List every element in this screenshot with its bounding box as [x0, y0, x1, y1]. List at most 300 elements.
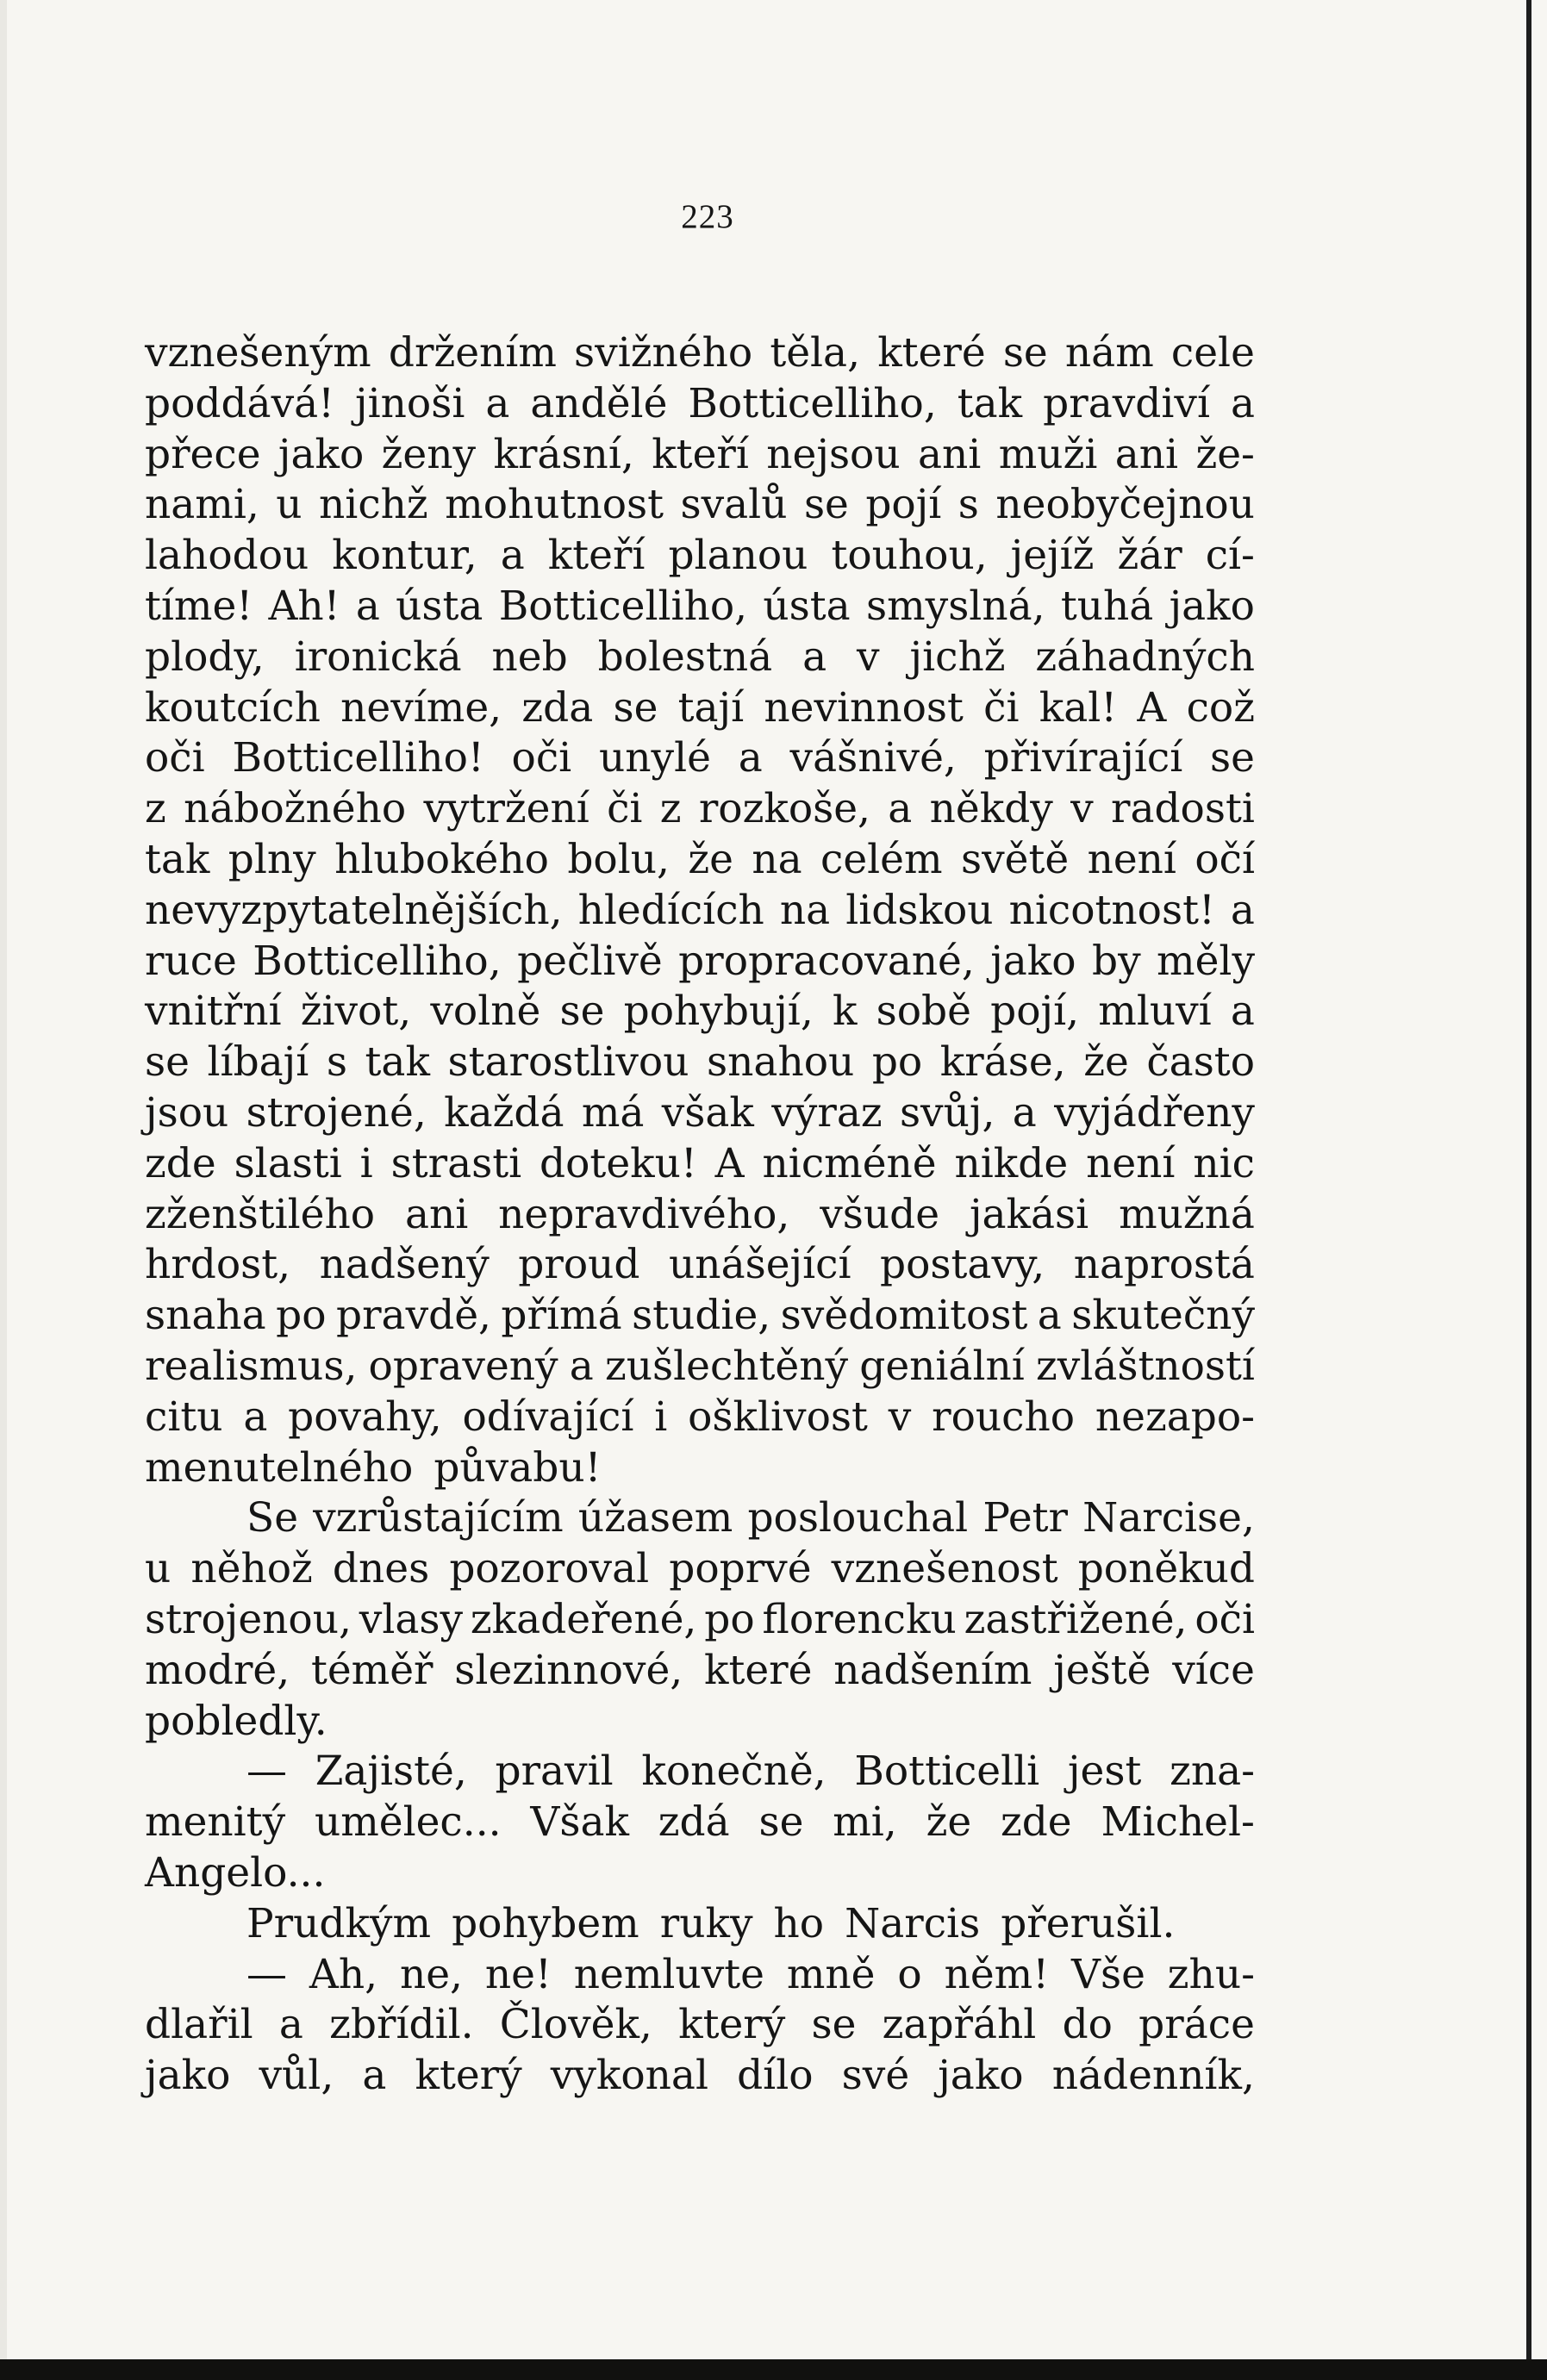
- word: žár: [1117, 532, 1182, 580]
- word: nádenník,: [1051, 2052, 1255, 2100]
- word: citu: [145, 1392, 223, 1441]
- text-line: [145, 2000, 1255, 2051]
- word: jest: [1067, 1748, 1142, 1796]
- word: na: [752, 835, 802, 883]
- word: starostlivou: [447, 1038, 689, 1087]
- paragraph-end-line: [145, 1443, 1255, 1494]
- word: zbřídil.: [329, 2001, 474, 2049]
- text-line: [145, 1342, 1255, 1392]
- text-line: [145, 1139, 1255, 1190]
- word: pohybem: [452, 1899, 639, 1947]
- text-line: [145, 1595, 1255, 1646]
- word: se: [1002, 329, 1048, 377]
- word: kal!: [1039, 683, 1118, 732]
- word: nezapo-: [1095, 1392, 1255, 1441]
- word: pozoroval: [449, 1545, 650, 1593]
- word: odívající: [462, 1392, 634, 1441]
- word: Botticelli: [854, 1748, 1040, 1796]
- word: vykonal: [550, 2052, 708, 2100]
- word: u: [276, 481, 303, 529]
- text-line: [145, 835, 1255, 886]
- text-line: [145, 937, 1255, 988]
- word: lahodou: [145, 532, 309, 580]
- word: vášnivé,: [789, 734, 957, 782]
- word: ho: [773, 1899, 825, 1947]
- word: práce: [1138, 2001, 1255, 2049]
- word: jako: [278, 430, 365, 478]
- word: zde: [145, 1139, 216, 1187]
- word: nichž: [319, 481, 428, 529]
- word: jejíž: [1010, 532, 1095, 580]
- word: často: [1146, 1038, 1255, 1087]
- word: neobyčejnou: [995, 481, 1255, 529]
- word: ruky: [659, 1899, 753, 1947]
- word: pojí: [865, 481, 942, 529]
- word: i: [359, 1139, 373, 1187]
- word: pravil: [495, 1748, 614, 1796]
- word: do: [1062, 2001, 1113, 2049]
- word: konečně,: [641, 1748, 827, 1796]
- text-line: [145, 1291, 1255, 1342]
- word: očí: [1195, 835, 1255, 883]
- word: Angelo...: [145, 1848, 326, 1897]
- word: Petr: [982, 1494, 1068, 1542]
- word: —: [246, 1748, 287, 1796]
- word: zušlechtěný: [604, 1342, 849, 1390]
- word: ošklivost: [688, 1392, 868, 1441]
- word: svalů: [680, 481, 788, 529]
- word: mužná: [1119, 1190, 1255, 1238]
- word: ústa: [396, 582, 483, 630]
- word: na: [779, 886, 831, 934]
- word: nikde: [954, 1139, 1069, 1187]
- word: Ah,: [309, 1950, 378, 1998]
- word: neb: [491, 632, 568, 681]
- word: poněkud: [1077, 1545, 1255, 1593]
- word: Narcis: [845, 1899, 981, 1947]
- text-line: [145, 1037, 1255, 1088]
- word: líbají: [207, 1038, 309, 1087]
- word: své: [841, 2052, 910, 2100]
- word: ještě: [1053, 1646, 1151, 1694]
- word: postavy,: [880, 1241, 1045, 1289]
- bottom-scan-border: [0, 2359, 1547, 2380]
- word: u: [145, 1545, 172, 1593]
- word: ruce: [145, 937, 237, 985]
- word: ne,: [399, 1950, 463, 1998]
- word: vzrůstajícím: [313, 1494, 564, 1542]
- word: jichž: [909, 632, 1006, 681]
- word: a: [1012, 1088, 1037, 1137]
- word: A: [1137, 683, 1167, 732]
- word: s: [958, 481, 979, 529]
- word: Prudkým: [246, 1899, 432, 1947]
- word: který: [678, 2001, 786, 2049]
- word: se: [559, 988, 605, 1036]
- word: smyslná,: [865, 582, 1045, 630]
- word: vyjádřeny: [1054, 1088, 1255, 1137]
- word: povahy,: [288, 1392, 442, 1441]
- word: poslouchal: [747, 1494, 969, 1542]
- word: ironická: [294, 632, 462, 681]
- word: jako: [990, 937, 1076, 985]
- paragraph-end-line: [145, 1697, 1255, 1748]
- word: vlasy: [359, 1595, 464, 1643]
- word: vznešeným: [145, 329, 371, 377]
- word: umělec...: [314, 1798, 502, 1847]
- word: celém: [820, 835, 943, 883]
- word: volně: [430, 988, 541, 1036]
- word: a: [1230, 988, 1255, 1036]
- word: touhou,: [831, 532, 988, 580]
- text-line: [145, 379, 1255, 430]
- word: po: [704, 1595, 755, 1643]
- word: a: [278, 2001, 303, 2049]
- word: nevíme,: [340, 683, 502, 732]
- word: dnes: [332, 1545, 430, 1593]
- word: nám: [1064, 329, 1154, 377]
- word: plody,: [145, 632, 265, 681]
- word: není: [1087, 835, 1176, 883]
- dialogue-line: [145, 1747, 1255, 1797]
- word: zhu-: [1167, 1950, 1255, 1998]
- word: z: [145, 785, 166, 833]
- word: svižného: [574, 329, 753, 377]
- word: které: [703, 1646, 813, 1694]
- dialogue-line: [145, 1950, 1255, 2001]
- text-line: [145, 1797, 1255, 1848]
- word: zna-: [1170, 1748, 1255, 1796]
- word: vůl,: [259, 2052, 334, 2100]
- word: nicméně: [762, 1139, 937, 1187]
- word: snahou: [707, 1038, 855, 1087]
- word: menitý: [145, 1798, 286, 1847]
- text-line: [145, 784, 1255, 835]
- word: že: [926, 1798, 972, 1847]
- word: a: [888, 785, 913, 833]
- word: pojí,: [990, 988, 1080, 1036]
- word: záhadných: [1035, 632, 1255, 681]
- word: planou: [668, 532, 808, 580]
- word: nábožného: [184, 785, 407, 833]
- word: pečlivě: [517, 937, 663, 985]
- word: přivírající: [983, 734, 1183, 782]
- word: andělé: [530, 379, 668, 427]
- word: tak: [145, 835, 210, 883]
- text-line: [145, 531, 1255, 582]
- word: se: [803, 481, 849, 529]
- word: o: [897, 1950, 922, 1998]
- word: unylé: [598, 734, 711, 782]
- word: nepravdivého,: [498, 1190, 790, 1238]
- word: mluví: [1098, 988, 1212, 1036]
- word: slezinnové,: [454, 1646, 683, 1694]
- word: a: [500, 532, 525, 580]
- word: výraz: [771, 1088, 883, 1137]
- word: těla,: [770, 329, 861, 377]
- word: se: [811, 2001, 857, 2049]
- word: cele: [1170, 329, 1255, 377]
- word: hrdost,: [145, 1241, 291, 1289]
- word: Narcise,: [1082, 1494, 1255, 1542]
- word: v: [888, 1392, 912, 1441]
- word: zženštilého: [145, 1190, 376, 1238]
- word: i: [654, 1392, 668, 1441]
- word: ústa: [763, 582, 851, 630]
- word: muži: [998, 430, 1098, 478]
- word: ženy: [381, 430, 477, 478]
- text-line: [145, 683, 1255, 734]
- word: po: [276, 1292, 327, 1340]
- word: slasti: [234, 1139, 342, 1187]
- word: roucho: [932, 1392, 1076, 1441]
- word: Však: [530, 1798, 629, 1847]
- word: studie,: [632, 1292, 771, 1340]
- word: vnitřní: [145, 988, 282, 1036]
- word: nicotnost!: [1008, 886, 1215, 934]
- word: sobě: [876, 988, 971, 1036]
- word: tíme!: [145, 582, 253, 630]
- text-line: [145, 430, 1255, 481]
- word: přímá: [501, 1292, 622, 1340]
- word: snaha: [145, 1292, 266, 1340]
- text-line: [145, 733, 1255, 784]
- word: naprostá: [1073, 1241, 1255, 1289]
- text-line: [145, 582, 1255, 632]
- word: po: [871, 1038, 923, 1087]
- word: nevyzpytatelnějších,: [145, 886, 563, 934]
- word: tak: [957, 379, 1023, 427]
- left-page-edge: [0, 0, 7, 2380]
- word: jako: [1169, 582, 1255, 630]
- word: florencku: [762, 1595, 957, 1643]
- word: mohutnost: [445, 481, 664, 529]
- word: a: [485, 379, 510, 427]
- word: by: [1091, 937, 1141, 985]
- word: a: [355, 582, 380, 630]
- word: radosti: [1110, 785, 1255, 833]
- text-line: [145, 1190, 1255, 1241]
- word: svědomitost: [780, 1292, 1028, 1340]
- word: měly: [1157, 937, 1255, 985]
- word: dlařil: [145, 2001, 253, 2049]
- word: s: [326, 1038, 347, 1087]
- paragraph-end-line: [145, 1848, 1255, 1899]
- word: každá: [444, 1088, 565, 1137]
- word: strojenou,: [145, 1595, 352, 1643]
- text-line: [145, 2051, 1255, 2102]
- word: pravdě,: [336, 1292, 491, 1340]
- word: které: [877, 329, 986, 377]
- word: v: [857, 632, 880, 681]
- word: přerušil.: [1001, 1899, 1176, 1947]
- word: kontur,: [332, 532, 477, 580]
- word: což: [1186, 683, 1255, 732]
- word: skutečný: [1071, 1292, 1255, 1340]
- word: Botticelliho!: [232, 734, 484, 782]
- word: jakási: [969, 1190, 1089, 1238]
- word: Botticelliho,: [498, 582, 748, 630]
- word: všude: [820, 1190, 940, 1238]
- word: strasti: [390, 1139, 522, 1187]
- word: Vše: [1071, 1950, 1145, 1998]
- word: držením: [388, 329, 557, 377]
- word: se: [758, 1798, 804, 1847]
- word: se: [613, 683, 658, 732]
- word: oči: [145, 734, 205, 782]
- word: poprvé: [669, 1545, 812, 1593]
- word: Botticelliho,: [688, 379, 937, 427]
- text-line: [145, 886, 1255, 937]
- word: jsou: [145, 1088, 229, 1137]
- word: něm!: [944, 1950, 1050, 1998]
- word: menutelného: [145, 1443, 414, 1492]
- word: že-: [1195, 430, 1255, 478]
- word: Zajisté,: [315, 1748, 467, 1796]
- word: ani: [404, 1190, 469, 1238]
- text-line: [145, 1392, 1255, 1443]
- word: proud: [518, 1241, 640, 1289]
- word: bolestná: [597, 632, 773, 681]
- word: světě: [960, 835, 1070, 883]
- word: zda: [521, 683, 594, 732]
- paragraph-start-line: [145, 1493, 1255, 1544]
- word: jinoši: [355, 379, 465, 427]
- word: zvláštností: [1035, 1342, 1255, 1390]
- word: jako: [145, 2052, 231, 2100]
- word: ne!: [484, 1950, 552, 1998]
- word: a: [1230, 379, 1255, 427]
- word: cí-: [1205, 532, 1255, 580]
- word: opravený: [368, 1342, 558, 1390]
- word: Michel-: [1101, 1798, 1255, 1847]
- word: nadšením: [833, 1646, 1032, 1694]
- word: strojené,: [246, 1088, 427, 1137]
- text-line: [145, 632, 1255, 683]
- word: dílo: [737, 2052, 814, 2100]
- text-line: [145, 1088, 1255, 1139]
- word: unášející: [669, 1241, 851, 1289]
- text-line: [145, 328, 1255, 379]
- right-page-edge: [1526, 0, 1531, 2380]
- body-text: [145, 328, 1255, 2102]
- word: kráse,: [939, 1038, 1066, 1087]
- word: Botticelliho,: [253, 937, 502, 985]
- word: však: [661, 1088, 754, 1137]
- text-line: [145, 1646, 1255, 1697]
- word: a: [802, 632, 827, 681]
- page-number: 223: [681, 198, 734, 235]
- word: nejsou: [766, 430, 901, 478]
- word: zkadeřené,: [470, 1595, 697, 1643]
- word: kteří: [652, 430, 749, 478]
- word: někdy: [929, 785, 1053, 833]
- word: a: [1037, 1292, 1062, 1340]
- text-line: [145, 480, 1255, 531]
- word: zapřáhl: [882, 2001, 1037, 2049]
- word: mi,: [833, 1798, 897, 1847]
- word: svůj,: [899, 1088, 995, 1137]
- word: více: [1172, 1646, 1255, 1694]
- word: Člověk,: [499, 2001, 652, 2049]
- word: vytržení: [423, 785, 589, 833]
- text-line: [145, 1240, 1255, 1291]
- word: Se: [246, 1494, 299, 1542]
- word: že: [1083, 1038, 1129, 1087]
- word: není: [1086, 1139, 1176, 1187]
- word: poddává!: [145, 379, 335, 427]
- word: tají: [677, 683, 745, 732]
- word: mně: [786, 1950, 876, 1998]
- word: doteku!: [540, 1139, 697, 1187]
- word: plny: [228, 835, 316, 883]
- word: bolu,: [567, 835, 670, 883]
- word: A: [714, 1139, 745, 1187]
- word: propracované,: [678, 937, 975, 985]
- word: modré,: [145, 1646, 290, 1694]
- word: nemluvte: [573, 1950, 764, 1998]
- word: zastřižené,: [964, 1595, 1188, 1643]
- word: pohybují,: [623, 988, 814, 1036]
- word: přece: [145, 430, 261, 478]
- word: či: [983, 683, 1020, 732]
- word: z: [659, 785, 682, 833]
- word: jako: [938, 2052, 1024, 2100]
- word: téměř: [310, 1646, 434, 1694]
- word: se: [1210, 734, 1255, 782]
- word: a: [243, 1392, 268, 1441]
- word: že: [688, 835, 733, 883]
- word: půvabu!: [434, 1443, 602, 1492]
- word: a: [738, 734, 763, 782]
- word: hlubokého: [334, 835, 549, 883]
- word: něhož: [190, 1545, 313, 1593]
- word: a: [362, 2052, 387, 2100]
- word: pravdiví: [1043, 379, 1210, 427]
- word: či: [607, 785, 643, 833]
- word: geniální: [859, 1342, 1025, 1390]
- word: k: [832, 988, 858, 1036]
- word: krásní,: [493, 430, 634, 478]
- word: Ah!: [268, 582, 340, 630]
- word: koutcích: [145, 683, 321, 732]
- word: nevinnost: [764, 683, 964, 732]
- word: tuhá: [1060, 582, 1154, 630]
- word: život,: [300, 988, 412, 1036]
- word: a: [569, 1342, 594, 1390]
- word: ani: [1114, 430, 1179, 478]
- word: ani: [918, 430, 982, 478]
- text-line: [145, 1544, 1255, 1595]
- paragraph-line: [145, 1899, 1255, 1950]
- word: realismus,: [145, 1342, 358, 1390]
- word: kteří: [547, 532, 646, 580]
- word: nami,: [145, 481, 259, 529]
- word: nic: [1193, 1139, 1255, 1187]
- word: oči: [511, 734, 572, 782]
- word: úžasem: [577, 1494, 733, 1542]
- word: oči: [1195, 1595, 1255, 1643]
- word: zde: [1000, 1798, 1072, 1847]
- word: lidskou: [845, 886, 994, 934]
- word: pobledly.: [145, 1697, 327, 1745]
- word: má: [581, 1088, 645, 1137]
- word: hledících: [577, 886, 764, 934]
- word: zdá: [658, 1798, 730, 1847]
- word: v: [1070, 785, 1094, 833]
- word: rozkoše,: [698, 785, 870, 833]
- text-line: [145, 987, 1255, 1037]
